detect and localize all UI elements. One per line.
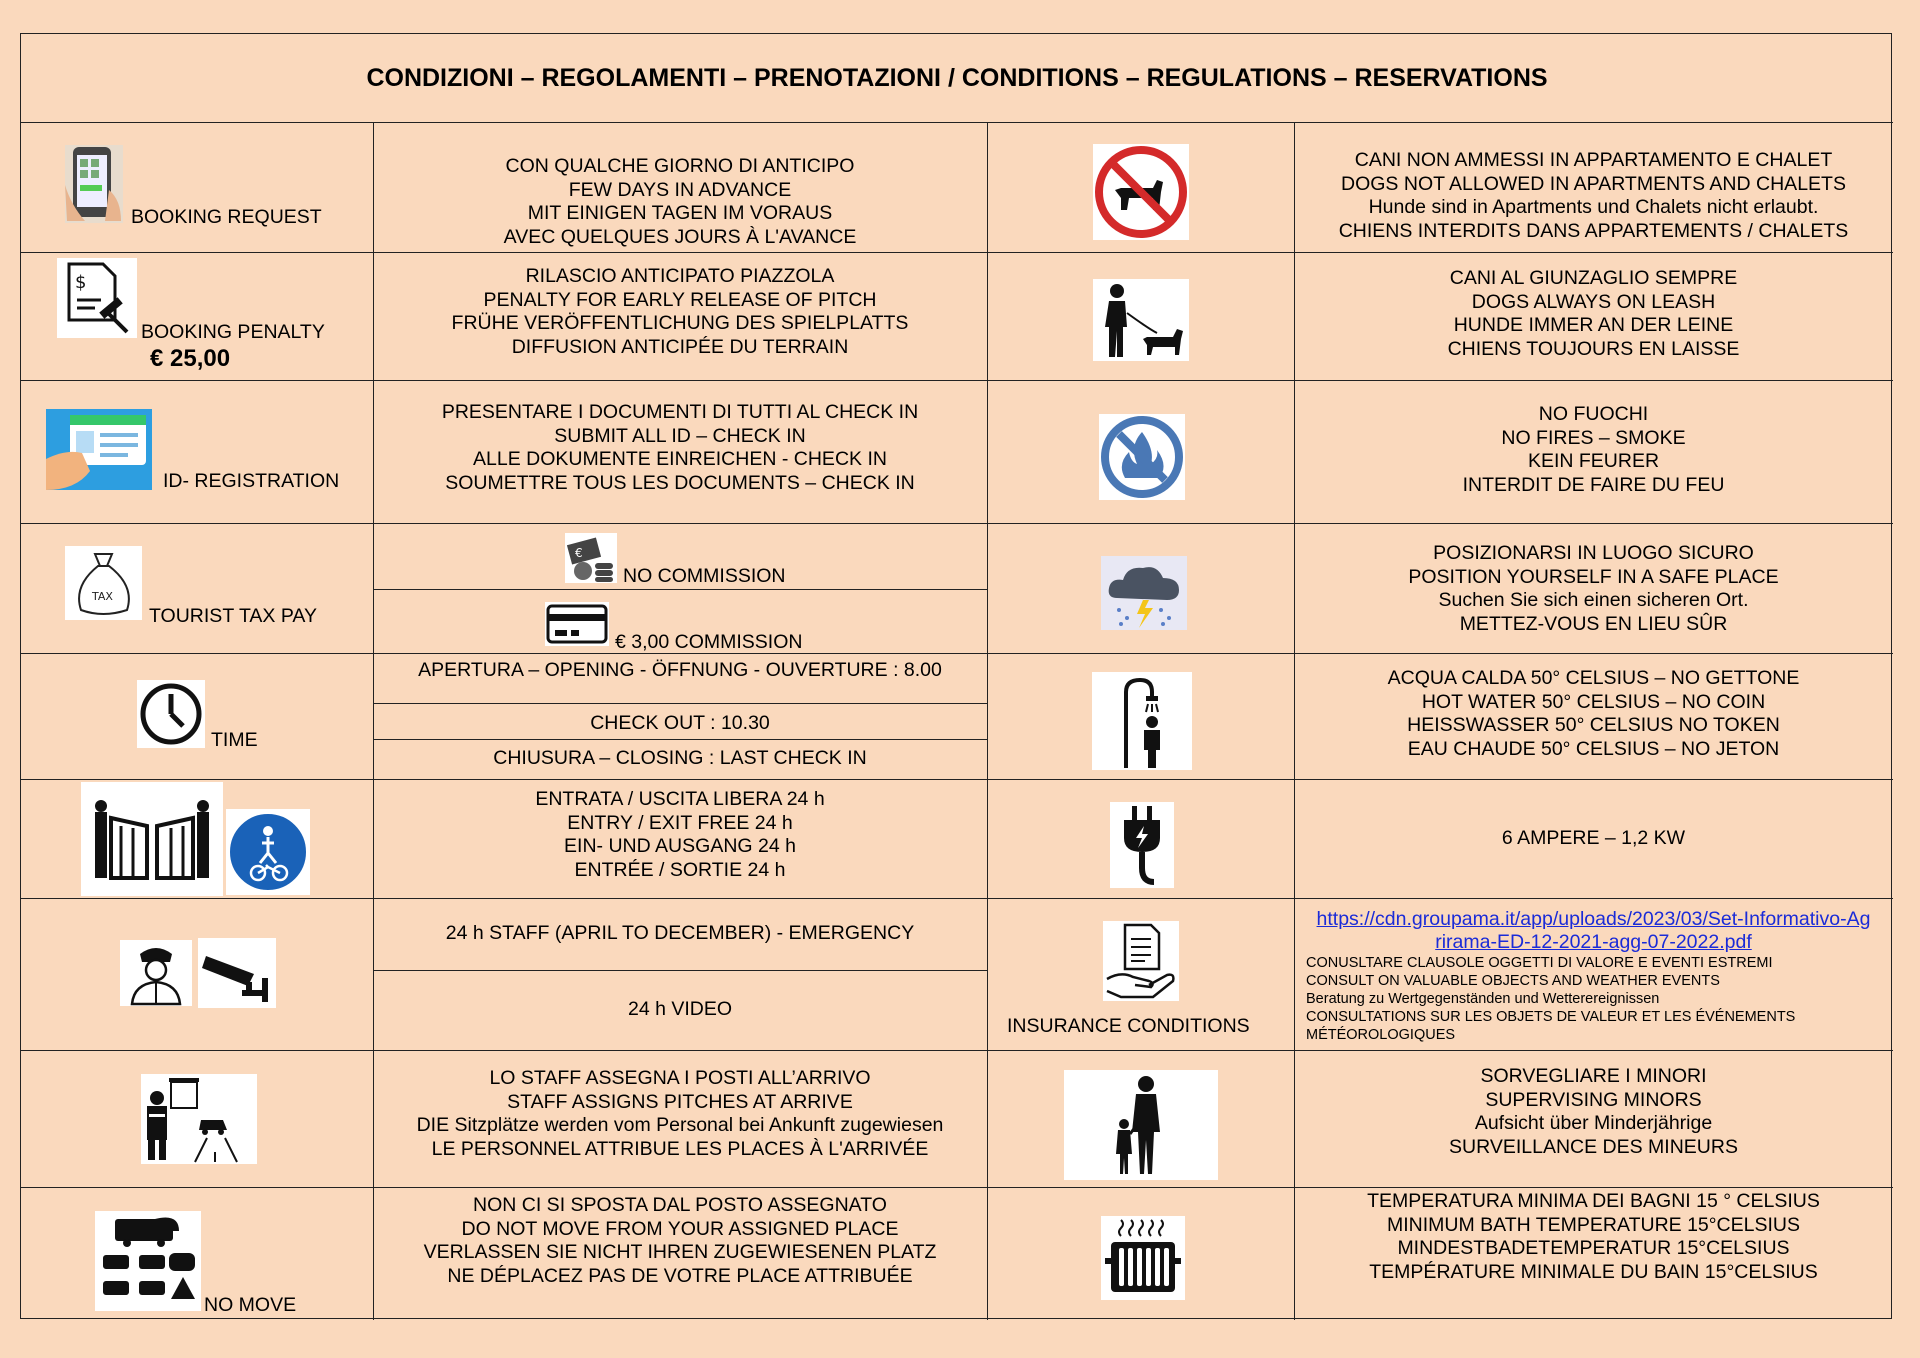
- security-guard-icon: [120, 940, 192, 1006]
- heater-radiator-icon: [1101, 1216, 1185, 1300]
- text-line: Hunde sind in Apartments und Chalets nicht erlaubt.: [1368, 196, 1819, 218]
- text-line: DOGS NOT ALLOWED IN APARTMENTS AND CHALETS: [1341, 172, 1846, 195]
- text-line: METTEZ-VOUS EN LIEU SÛR: [1459, 612, 1728, 635]
- text-line: CANI NON AMMESSI IN APPARTAMENTO E CHALET: [1354, 149, 1833, 171]
- commission-text: € 3,00 COMMISSION: [615, 631, 803, 653]
- text-line: CANI AL GIUNZAGLIO SEMPRE: [1449, 267, 1738, 289]
- staff-assign-text: [373, 1062, 987, 1166]
- shower-icon: [1092, 672, 1192, 770]
- text-line: CONSULT ON VALUABLE OBJECTS AND WEATHER EVENTS: [1306, 973, 1720, 989]
- text-line: TEMPERATURA MINIMA DEI BAGNI 15 ° CELSIUS: [1367, 1190, 1820, 1212]
- text-line: SOUMETTRE TOUS LES DOCUMENTS – CHECK IN: [445, 471, 915, 494]
- text-line: Beratung zu Wertgegenständen und Wetterereignissen: [1306, 991, 1660, 1007]
- tourist-tax-label: TOURIST TAX PAY: [149, 605, 317, 627]
- text-line: POSIZIONARSI IN LUOGO SICURO: [1433, 542, 1754, 564]
- text-line: ACQUA CALDA 50° CELSIUS – NO GETTONE: [1387, 667, 1800, 689]
- text-line: NO FIRES – SMOKE: [1501, 426, 1686, 449]
- closing-time-text: CHIUSURA – CLOSING : LAST CHECK IN: [493, 747, 867, 770]
- text-line: CHIENS TOUJOURS EN LAISSE: [1447, 337, 1740, 360]
- no-fire-text: [1294, 400, 1893, 500]
- text-line: DIE Sitzplätze werden vom Personal bei Ankunft zugewiesen: [416, 1114, 944, 1136]
- text-line: MIT EINIGEN TAGEN IM VORAUS: [527, 202, 833, 224]
- penalty-document-icon: [57, 258, 137, 338]
- text-line: ENTRÉE / SORTIE 24 h: [574, 858, 786, 881]
- electricity-text: 6 AMPERE – 1,2 KW: [1501, 826, 1686, 849]
- text-line: EAU CHAUDE 50° CELSIUS – NO JETON: [1407, 737, 1780, 760]
- safe-place-text: [1294, 539, 1893, 639]
- no-commission-text: NO COMMISSION: [623, 565, 786, 587]
- text-line: MINDESTBADETEMPERATUR 15°CELSIUS: [1397, 1237, 1790, 1259]
- electric-plug-icon: [1110, 802, 1174, 888]
- text-line: EIN- UND AUSGANG 24 h: [564, 835, 796, 857]
- money-coins-icon: [565, 533, 617, 583]
- text-line: PENALTY FOR EARLY RELEASE OF PITCH: [483, 288, 877, 311]
- text-line: HOT WATER 50° CELSIUS – NO COIN: [1421, 690, 1766, 713]
- minors-text: [1294, 1062, 1893, 1162]
- insurance-notes: [1306, 954, 1886, 1044]
- no-move-text: [373, 1189, 987, 1293]
- text-line: TEMPÉRATURE MINIMALE DU BAIN 15°CELSIUS: [1369, 1260, 1818, 1283]
- text-line: AVEC QUELQUES JOURS À L'AVANCE: [503, 225, 857, 248]
- text-line: LE PERSONNEL ATTRIBUE LES PLACES À L'ARRIVÉE: [431, 1137, 929, 1160]
- cctv-camera-icon: [198, 938, 276, 1008]
- insurance-link[interactable]: https://cdn.groupama.it/app/uploads/2023/03/Set-Informativo-Agrirama-ED-12-2021-agg-07-2022.pdf: [1316, 908, 1871, 953]
- text-line: POSITION YOURSELF IN A SAFE PLACE: [1408, 565, 1779, 588]
- adult-child-icon: [1064, 1070, 1218, 1180]
- text-line: CHIENS INTERDITS DANS APPARTEMENTS / CHALETS: [1338, 219, 1849, 242]
- text-line: DIFFUSION ANTICIPÉE DU TERRAIN: [511, 335, 849, 358]
- text-line: CON QUALCHE GIORNO DI ANTICIPO: [505, 155, 855, 177]
- text-line: DOGS ALWAYS ON LEASH: [1471, 290, 1716, 313]
- storm-cloud-icon: [1101, 556, 1187, 630]
- video-text: 24 h VIDEO: [627, 998, 733, 1021]
- page-title: CONDIZIONI – REGOLAMENTI – PRENOTAZIONI / CONDITIONS – REGULATIONS – RESERVATIONS: [366, 63, 1548, 92]
- row-divider: [21, 380, 1893, 381]
- text-line: LO STAFF ASSEGNA I POSTI ALL’ARRIVO: [489, 1067, 871, 1089]
- time-label: TIME: [211, 729, 258, 751]
- text-line: INTERDIT DE FAIRE DU FEU: [1462, 473, 1725, 496]
- text-line: SUBMIT ALL ID – CHECK IN: [554, 424, 806, 447]
- sub-divider: [373, 703, 987, 704]
- booking-request-label: BOOKING REQUEST: [131, 206, 322, 228]
- pedestrian-bike-sign-icon: [226, 809, 310, 895]
- clock-icon: [137, 680, 205, 748]
- text-line: Aufsicht über Minderjährige: [1474, 1112, 1713, 1134]
- vehicles-icon: [95, 1211, 201, 1311]
- no-move-label: NO MOVE: [204, 1294, 297, 1316]
- text-line: FEW DAYS IN ADVANCE: [568, 178, 792, 201]
- text-line: KEIN FEURER: [1527, 450, 1660, 472]
- text-line: PRESENTARE I DOCUMENTI DI TUTTI AL CHECK IN: [441, 401, 919, 423]
- staff-emergency-text: 24 h STAFF (APRIL TO DECEMBER) - EMERGENCY: [445, 922, 915, 945]
- tax-bag-text: TAX: [92, 590, 113, 603]
- text-line: HUNDE IMMER AN DER LEINE: [1453, 314, 1734, 336]
- no-dogs-icon: [1093, 144, 1189, 240]
- text-line: Suchen Sie sich einen sicheren Ort.: [1438, 589, 1749, 611]
- text-line: STAFF ASSIGNS PITCHES AT ARRIVE: [507, 1090, 853, 1113]
- col-divider: [987, 122, 988, 1320]
- text-line: DO NOT MOVE FROM YOUR ASSIGNED PLACE: [461, 1217, 899, 1240]
- bath-temperature-text: [1294, 1187, 1893, 1287]
- entry-exit-text: [373, 783, 987, 887]
- text-line: CONUSLTARE CLAUSOLE OGGETTI DI VALORE E EVENTI ESTREMI: [1306, 955, 1773, 971]
- penalty-price: € 25,00: [150, 345, 231, 372]
- opening-time-text: APERTURA – OPENING - ÖFFNUNG - OUVERTURE : 8.00: [418, 659, 942, 682]
- dog-leash-text: [1294, 264, 1893, 364]
- check-out-text: CHECK OUT : 10.30: [590, 712, 770, 735]
- text-line: CONSULTATIONS SUR LES OBJETS DE VALEUR ET LES ÉVÉNEMENTS MÉTÉOROLOGIQUES: [1306, 1009, 1796, 1043]
- booking-penalty-label: BOOKING PENALTY: [141, 321, 325, 343]
- text-line: VERLASSEN SIE NICHT IHREN ZUGEWIESENEN PLATZ: [423, 1241, 937, 1263]
- id-card-icon: [46, 409, 152, 490]
- insurance-conditions-label: INSURANCE CONDITIONS: [1007, 1015, 1250, 1037]
- conditions-table: [20, 33, 1892, 1319]
- booking-request-text: [373, 152, 987, 252]
- insurance-document-icon: [1103, 921, 1179, 1001]
- insurance-link-wrap: [1294, 908, 1893, 955]
- text-line: NON CI SI SPOSTA DAL POSTO ASSEGNATO: [473, 1194, 887, 1216]
- text-line: RILASCIO ANTICIPATO PIAZZOLA: [525, 265, 835, 287]
- id-registration-label: ID- REGISTRATION: [163, 470, 340, 492]
- text-line: ALLE DOKUMENTE EINREICHEN - CHECK IN: [473, 448, 887, 470]
- sub-divider: [373, 589, 987, 590]
- dog-on-leash-icon: [1093, 279, 1189, 361]
- booking-penalty-text: [373, 260, 987, 364]
- text-line: NE DÉPLACEZ PAS DE VOTRE PLACE ATTRIBUÉE: [447, 1264, 913, 1287]
- credit-card-icon: [545, 602, 609, 646]
- staff-parking-icon: [141, 1074, 257, 1164]
- text-line: FRÜHE VERÖFFENTLICHUNG DES SPIELPLATTS: [451, 312, 909, 334]
- text-line: ENTRATA / USCITA LIBERA 24 h: [535, 788, 825, 810]
- row-divider: [21, 252, 1893, 253]
- gate-icon: [81, 782, 223, 896]
- text-line: SORVEGLIARE I MINORI: [1480, 1065, 1707, 1087]
- row-divider: [21, 122, 1893, 123]
- text-line: SUPERVISING MINORS: [1485, 1088, 1702, 1111]
- phone-booking-icon: [65, 145, 123, 223]
- text-line: HEISSWASSER 50° CELSIUS NO TOKEN: [1407, 714, 1780, 736]
- text-line: ENTRY / EXIT FREE 24 h: [567, 811, 793, 834]
- text-line: MINIMUM BATH TEMPERATURE 15°CELSIUS: [1386, 1213, 1801, 1236]
- no-dogs-text: [1294, 146, 1893, 246]
- svg-text:€: €: [575, 546, 583, 560]
- text-line: SURVEILLANCE DES MINEURS: [1449, 1135, 1738, 1158]
- tax-bag-icon: [65, 546, 142, 620]
- row-divider: [21, 1050, 1893, 1051]
- id-registration-text: [373, 398, 987, 498]
- no-fire-icon: [1099, 414, 1185, 500]
- text-line: NO FUOCHI: [1538, 403, 1649, 425]
- svg-text:$: $: [75, 272, 87, 293]
- hot-water-text: [1294, 664, 1893, 764]
- row-divider: [21, 523, 1893, 524]
